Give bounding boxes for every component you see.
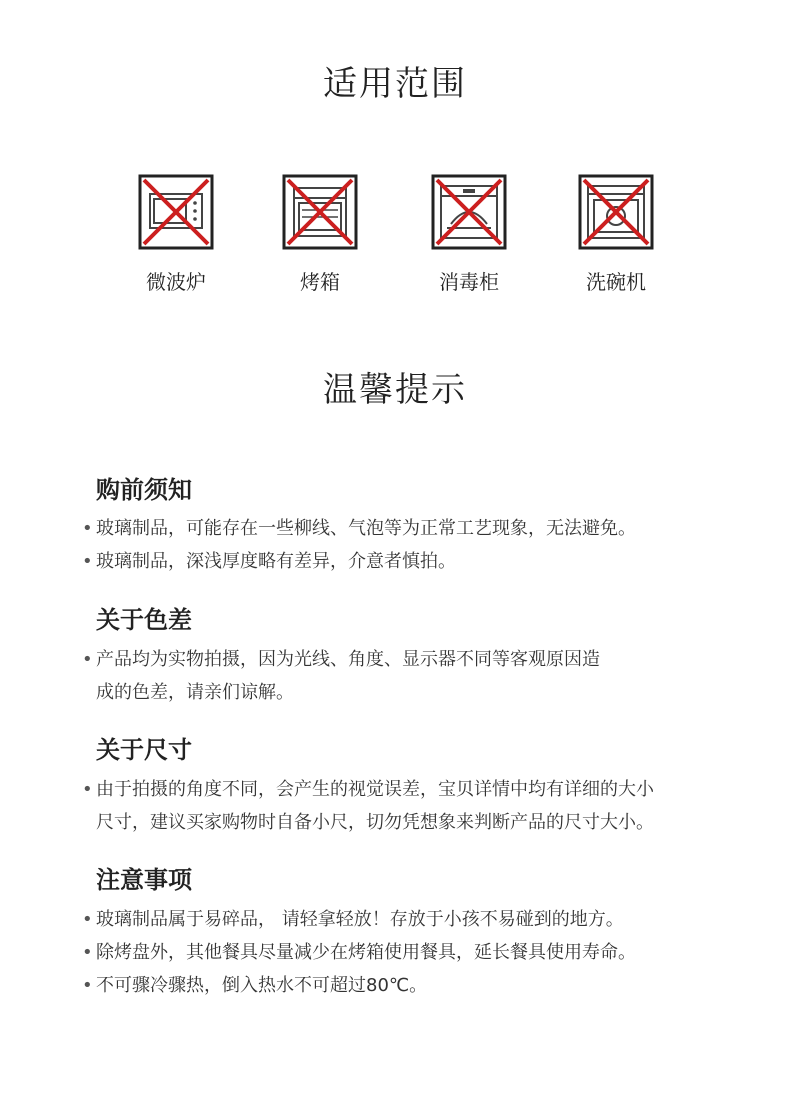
bullet-text: 产品均为实物拍摄，因为光线、角度、显示器不同等客观原因造	[96, 649, 600, 670]
list-item	[82, 643, 600, 676]
list-item	[82, 512, 636, 545]
appliance-label: 洗碗机	[586, 270, 646, 294]
bullet-text-continued: 尺寸，建议买家购物时自备小尺，切勿凭想象来判断产品的尺寸大小。	[96, 812, 654, 833]
bullet-text: 玻璃制品，可能存在一些柳线、气泡等为正常工艺现象，无法避免。	[96, 518, 636, 539]
bullet-text: 玻璃制品属于易碎品， 请轻拿轻放！存放于小孩不易碰到的地方。	[96, 909, 624, 930]
heading-precautions: 注意事项	[96, 866, 192, 894]
bullet-text: 由于拍摄的角度不同，会产生的视觉误差，宝贝详情中均有详细的大小	[96, 779, 654, 800]
list-item	[82, 969, 427, 1002]
bullet-dot: •	[82, 518, 93, 539]
list-item	[82, 903, 624, 936]
bullet-dot: •	[82, 551, 93, 572]
bullet-text-continued: 成的色差，请亲们谅解。	[96, 682, 294, 703]
bullet-text: 不可骤冷骤热，倒入热水不可超过80℃。	[96, 975, 428, 996]
bullet-text: 玻璃制品，深浅厚度略有差异，介意者慎拍。	[96, 551, 456, 572]
appliance-microwave	[101, 174, 251, 295]
bullet-dot: •	[82, 909, 93, 930]
appliance-oven	[245, 174, 395, 295]
oven-icon	[282, 174, 358, 250]
microwave-icon	[138, 174, 214, 250]
heading-color-difference: 关于色差	[96, 606, 192, 634]
appliance-label: 烤箱	[300, 270, 340, 294]
bullet-dot: •	[82, 649, 93, 670]
sterilizer-icon	[431, 174, 507, 250]
appliance-label: 消毒柜	[439, 270, 499, 294]
appliance-label: 微波炉	[146, 270, 206, 294]
bullet-dot: •	[82, 975, 93, 996]
bullet-dot: •	[82, 942, 93, 963]
bullet-dot: •	[82, 779, 93, 800]
heading-before-purchase: 购前须知	[96, 476, 192, 504]
appliance-dishwasher	[541, 174, 691, 295]
list-item	[82, 545, 456, 578]
list-item	[82, 773, 654, 806]
list-item	[82, 936, 636, 969]
heading-size: 关于尺寸	[96, 736, 192, 764]
scope-title: 适用范围	[323, 64, 467, 104]
bullet-text: 除烤盘外，其他餐具尽量减少在烤箱使用餐具，延长餐具使用寿命。	[96, 942, 636, 963]
tips-title: 温馨提示	[323, 370, 467, 410]
dishwasher-icon	[578, 174, 654, 250]
appliance-sterilizer	[394, 174, 544, 295]
